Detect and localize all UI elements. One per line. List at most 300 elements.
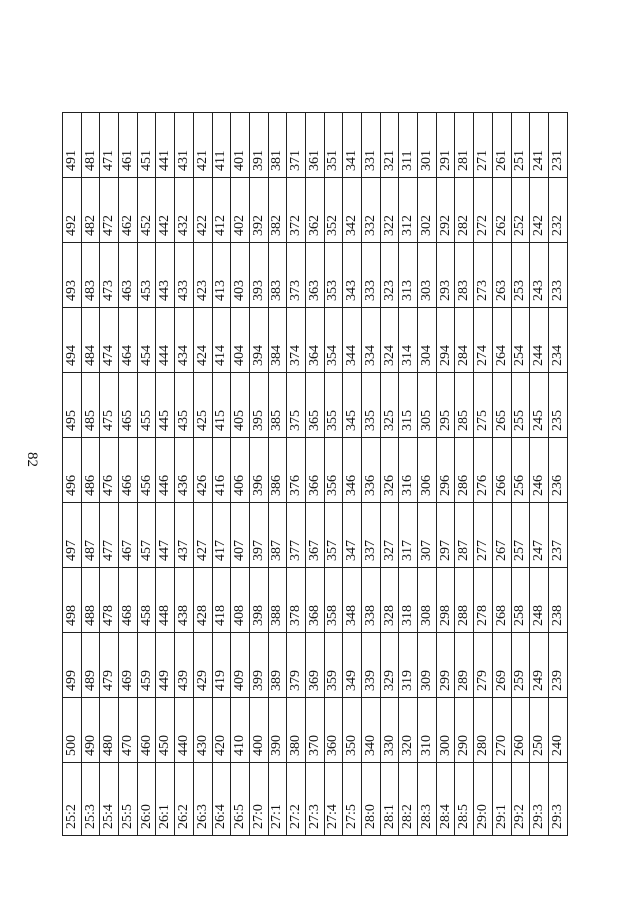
value-cell: 234 [548,308,567,373]
value-cell: 356 [324,438,343,503]
value-cell: 327 [380,503,399,568]
value-cell: 392 [249,178,268,243]
value-cell: 318 [399,568,418,633]
value-cell: 247 [530,503,549,568]
table-row [249,113,268,836]
value-cell: 461 [119,113,138,178]
value-cell: 332 [362,178,381,243]
value-cell: 407 [231,503,250,568]
value-cell: 281 [455,113,474,178]
value-cell: 243 [530,243,549,308]
value-cell: 322 [380,178,399,243]
value-cell: 500 [63,698,82,763]
value-cell: 303 [418,243,437,308]
value-cell: 451 [137,113,156,178]
value-cell: 435 [175,373,194,438]
value-cell: 306 [418,438,437,503]
data-table [62,112,568,836]
value-cell: 497 [63,503,82,568]
value-cell: 278 [474,568,493,633]
value-cell: 340 [362,698,381,763]
value-cell: 436 [175,438,194,503]
value-cell: 377 [287,503,306,568]
value-cell: 358 [324,568,343,633]
value-cell: 446 [156,438,175,503]
value-cell: 412 [212,178,231,243]
page-number: 82 [24,452,40,467]
value-cell: 294 [436,308,455,373]
value-cell: 289 [455,633,474,698]
value-cell: 285 [455,373,474,438]
value-cell: 381 [268,113,287,178]
value-cell: 269 [492,633,511,698]
value-cell: 316 [399,438,418,503]
value-cell: 323 [380,243,399,308]
value-cell: 310 [418,698,437,763]
value-cell: 249 [530,633,549,698]
table-row [380,113,399,836]
value-cell: 410 [231,698,250,763]
value-cell: 432 [175,178,194,243]
value-cell: 280 [474,698,493,763]
value-cell: 430 [193,698,212,763]
value-cell: 339 [362,633,381,698]
value-cell: 282 [455,178,474,243]
value-cell: 260 [511,698,530,763]
value-cell: 400 [249,698,268,763]
value-cell: 344 [343,308,362,373]
value-cell: 321 [380,113,399,178]
value-cell: 489 [81,633,100,698]
value-cell: 434 [175,308,194,373]
value-cell: 462 [119,178,138,243]
value-cell: 384 [268,308,287,373]
value-cell: 496 [63,438,82,503]
value-cell: 236 [548,438,567,503]
value-cell: 331 [362,113,381,178]
value-cell: 469 [119,633,138,698]
row-key-cell: 28:5 [455,763,474,836]
value-cell: 329 [380,633,399,698]
row-key-cell: 29:1 [492,763,511,836]
value-cell: 254 [511,308,530,373]
value-cell: 239 [548,633,567,698]
value-cell: 333 [362,243,381,308]
value-cell: 439 [175,633,194,698]
value-cell: 355 [324,373,343,438]
value-cell: 352 [324,178,343,243]
value-cell: 268 [492,568,511,633]
value-cell: 361 [305,113,324,178]
value-cell: 362 [305,178,324,243]
table-row [175,113,194,836]
value-cell: 385 [268,373,287,438]
value-cell: 304 [418,308,437,373]
value-cell: 408 [231,568,250,633]
value-cell: 317 [399,503,418,568]
value-cell: 366 [305,438,324,503]
value-cell: 363 [305,243,324,308]
value-cell: 453 [137,243,156,308]
value-cell: 457 [137,503,156,568]
value-cell: 308 [418,568,437,633]
value-cell: 337 [362,503,381,568]
value-cell: 364 [305,308,324,373]
value-cell: 459 [137,633,156,698]
value-cell: 244 [530,308,549,373]
value-cell: 343 [343,243,362,308]
value-cell: 472 [100,178,119,243]
row-key-cell: 26:5 [231,763,250,836]
value-cell: 427 [193,503,212,568]
value-cell: 421 [193,113,212,178]
value-cell: 372 [287,178,306,243]
value-cell: 490 [81,698,100,763]
value-cell: 468 [119,568,138,633]
value-cell: 380 [287,698,306,763]
table-row [343,113,362,836]
value-cell: 295 [436,373,455,438]
value-cell: 450 [156,698,175,763]
value-cell: 491 [63,113,82,178]
value-cell: 482 [81,178,100,243]
value-cell: 396 [249,438,268,503]
value-cell: 237 [548,503,567,568]
value-cell: 463 [119,243,138,308]
value-cell: 298 [436,568,455,633]
value-cell: 360 [324,698,343,763]
value-cell: 406 [231,438,250,503]
value-cell: 265 [492,373,511,438]
value-cell: 395 [249,373,268,438]
value-cell: 235 [548,373,567,438]
value-cell: 371 [287,113,306,178]
table-row [324,113,343,836]
value-cell: 279 [474,633,493,698]
value-cell: 473 [100,243,119,308]
row-key-cell: 29:3 [530,763,549,836]
value-cell: 409 [231,633,250,698]
table-body [63,113,568,836]
value-cell: 311 [399,113,418,178]
value-cell: 442 [156,178,175,243]
value-cell: 486 [81,438,100,503]
value-cell: 437 [175,503,194,568]
value-cell: 413 [212,243,231,308]
value-cell: 414 [212,308,231,373]
value-cell: 276 [474,438,493,503]
table-row [231,113,250,836]
table-row [492,113,511,836]
value-cell: 386 [268,438,287,503]
value-cell: 488 [81,568,100,633]
table-row [305,113,324,836]
value-cell: 388 [268,568,287,633]
table-row [287,113,306,836]
value-cell: 464 [119,308,138,373]
table-row [436,113,455,836]
table-row [362,113,381,836]
value-cell: 293 [436,243,455,308]
value-cell: 324 [380,308,399,373]
table-row [530,113,549,836]
value-cell: 296 [436,438,455,503]
value-cell: 330 [380,698,399,763]
value-cell: 335 [362,373,381,438]
value-cell: 390 [268,698,287,763]
value-cell: 480 [100,698,119,763]
value-cell: 401 [231,113,250,178]
row-key-cell: 28:2 [399,763,418,836]
value-cell: 319 [399,633,418,698]
value-cell: 277 [474,503,493,568]
value-cell: 425 [193,373,212,438]
value-cell: 290 [455,698,474,763]
value-cell: 347 [343,503,362,568]
row-key-cell: 28:1 [380,763,399,836]
value-cell: 256 [511,438,530,503]
value-cell: 443 [156,243,175,308]
value-cell: 374 [287,308,306,373]
value-cell: 255 [511,373,530,438]
value-cell: 426 [193,438,212,503]
value-cell: 342 [343,178,362,243]
value-cell: 478 [100,568,119,633]
value-cell: 336 [362,438,381,503]
table-row [137,113,156,836]
value-cell: 471 [100,113,119,178]
row-key-cell: 26:3 [193,763,212,836]
value-cell: 351 [324,113,343,178]
table-row [474,113,493,836]
value-cell: 315 [399,373,418,438]
table-row [399,113,418,836]
value-cell: 345 [343,373,362,438]
table-row [455,113,474,836]
row-key-cell: 26:4 [212,763,231,836]
value-cell: 367 [305,503,324,568]
value-cell: 479 [100,633,119,698]
value-cell: 445 [156,373,175,438]
value-cell: 449 [156,633,175,698]
value-cell: 429 [193,633,212,698]
value-cell: 284 [455,308,474,373]
value-cell: 444 [156,308,175,373]
row-key-cell: 29:2 [511,763,530,836]
row-key-cell: 25:3 [81,763,100,836]
value-cell: 261 [492,113,511,178]
row-key-cell: 28:4 [436,763,455,836]
table-row [268,113,287,836]
value-cell: 353 [324,243,343,308]
value-cell: 391 [249,113,268,178]
value-cell: 474 [100,308,119,373]
value-cell: 499 [63,633,82,698]
value-cell: 494 [63,308,82,373]
value-cell: 286 [455,438,474,503]
value-cell: 456 [137,438,156,503]
row-key-cell: 27:4 [324,763,343,836]
value-cell: 476 [100,438,119,503]
value-cell: 302 [418,178,437,243]
value-cell: 251 [511,113,530,178]
value-cell: 438 [175,568,194,633]
value-cell: 368 [305,568,324,633]
value-cell: 252 [511,178,530,243]
value-cell: 334 [362,308,381,373]
value-cell: 246 [530,438,549,503]
value-cell: 248 [530,568,549,633]
value-cell: 270 [492,698,511,763]
value-cell: 309 [418,633,437,698]
table-row [81,113,100,836]
value-cell: 314 [399,308,418,373]
value-cell: 264 [492,308,511,373]
value-cell: 487 [81,503,100,568]
value-cell: 373 [287,243,306,308]
value-cell: 242 [530,178,549,243]
value-cell: 378 [287,568,306,633]
value-cell: 466 [119,438,138,503]
row-key-cell: 26:0 [137,763,156,836]
value-cell: 273 [474,243,493,308]
value-cell: 359 [324,633,343,698]
table-row [100,113,119,836]
value-cell: 241 [530,113,549,178]
value-cell: 465 [119,373,138,438]
row-key-cell: 25:4 [100,763,119,836]
value-cell: 350 [343,698,362,763]
table-row [156,113,175,836]
value-cell: 357 [324,503,343,568]
rotated-table-container [62,76,565,836]
value-cell: 454 [137,308,156,373]
value-cell: 417 [212,503,231,568]
table-row [193,113,212,836]
value-cell: 485 [81,373,100,438]
value-cell: 253 [511,243,530,308]
value-cell: 263 [492,243,511,308]
value-cell: 231 [548,113,567,178]
row-key-cell: 27:0 [249,763,268,836]
value-cell: 348 [343,568,362,633]
value-cell: 481 [81,113,100,178]
row-key-cell: 27:1 [268,763,287,836]
value-cell: 495 [63,373,82,438]
value-cell: 326 [380,438,399,503]
value-cell: 320 [399,698,418,763]
value-cell: 433 [175,243,194,308]
value-cell: 448 [156,568,175,633]
value-cell: 250 [530,698,549,763]
value-cell: 275 [474,373,493,438]
row-key-cell: 25:2 [63,763,82,836]
row-key-cell: 29:0 [474,763,493,836]
table-row [418,113,437,836]
value-cell: 238 [548,568,567,633]
value-cell: 262 [492,178,511,243]
row-key-cell: 25:5 [119,763,138,836]
table-row [119,113,138,836]
value-cell: 300 [436,698,455,763]
value-cell: 266 [492,438,511,503]
value-cell: 416 [212,438,231,503]
table-row [212,113,231,836]
value-cell: 274 [474,308,493,373]
value-cell: 402 [231,178,250,243]
value-cell: 287 [455,503,474,568]
row-key-cell: 27:3 [305,763,324,836]
value-cell: 271 [474,113,493,178]
value-cell: 369 [305,633,324,698]
value-cell: 477 [100,503,119,568]
value-cell: 431 [175,113,194,178]
value-cell: 346 [343,438,362,503]
value-cell: 419 [212,633,231,698]
value-cell: 498 [63,568,82,633]
value-cell: 375 [287,373,306,438]
value-cell: 420 [212,698,231,763]
value-cell: 299 [436,633,455,698]
value-cell: 297 [436,503,455,568]
value-cell: 484 [81,308,100,373]
value-cell: 292 [436,178,455,243]
value-cell: 267 [492,503,511,568]
value-cell: 382 [268,178,287,243]
row-key-cell: 26:1 [156,763,175,836]
value-cell: 403 [231,243,250,308]
value-cell: 455 [137,373,156,438]
value-cell: 354 [324,308,343,373]
value-cell: 349 [343,633,362,698]
value-cell: 233 [548,243,567,308]
value-cell: 370 [305,698,324,763]
value-cell: 394 [249,308,268,373]
value-cell: 338 [362,568,381,633]
value-cell: 301 [418,113,437,178]
value-cell: 441 [156,113,175,178]
value-cell: 440 [175,698,194,763]
value-cell: 423 [193,243,212,308]
row-key-cell: 28:3 [418,763,437,836]
value-cell: 365 [305,373,324,438]
value-cell: 404 [231,308,250,373]
value-cell: 305 [418,373,437,438]
value-cell: 399 [249,633,268,698]
value-cell: 470 [119,698,138,763]
value-cell: 245 [530,373,549,438]
value-cell: 232 [548,178,567,243]
value-cell: 272 [474,178,493,243]
value-cell: 393 [249,243,268,308]
value-cell: 492 [63,178,82,243]
value-cell: 312 [399,178,418,243]
value-cell: 475 [100,373,119,438]
row-key-cell: 27:5 [343,763,362,836]
value-cell: 460 [137,698,156,763]
value-cell: 422 [193,178,212,243]
value-cell: 398 [249,568,268,633]
table-row [548,113,567,836]
value-cell: 411 [212,113,231,178]
value-cell: 483 [81,243,100,308]
value-cell: 405 [231,373,250,438]
value-cell: 283 [455,243,474,308]
value-cell: 458 [137,568,156,633]
row-key-cell: 26:2 [175,763,194,836]
value-cell: 467 [119,503,138,568]
value-cell: 258 [511,568,530,633]
